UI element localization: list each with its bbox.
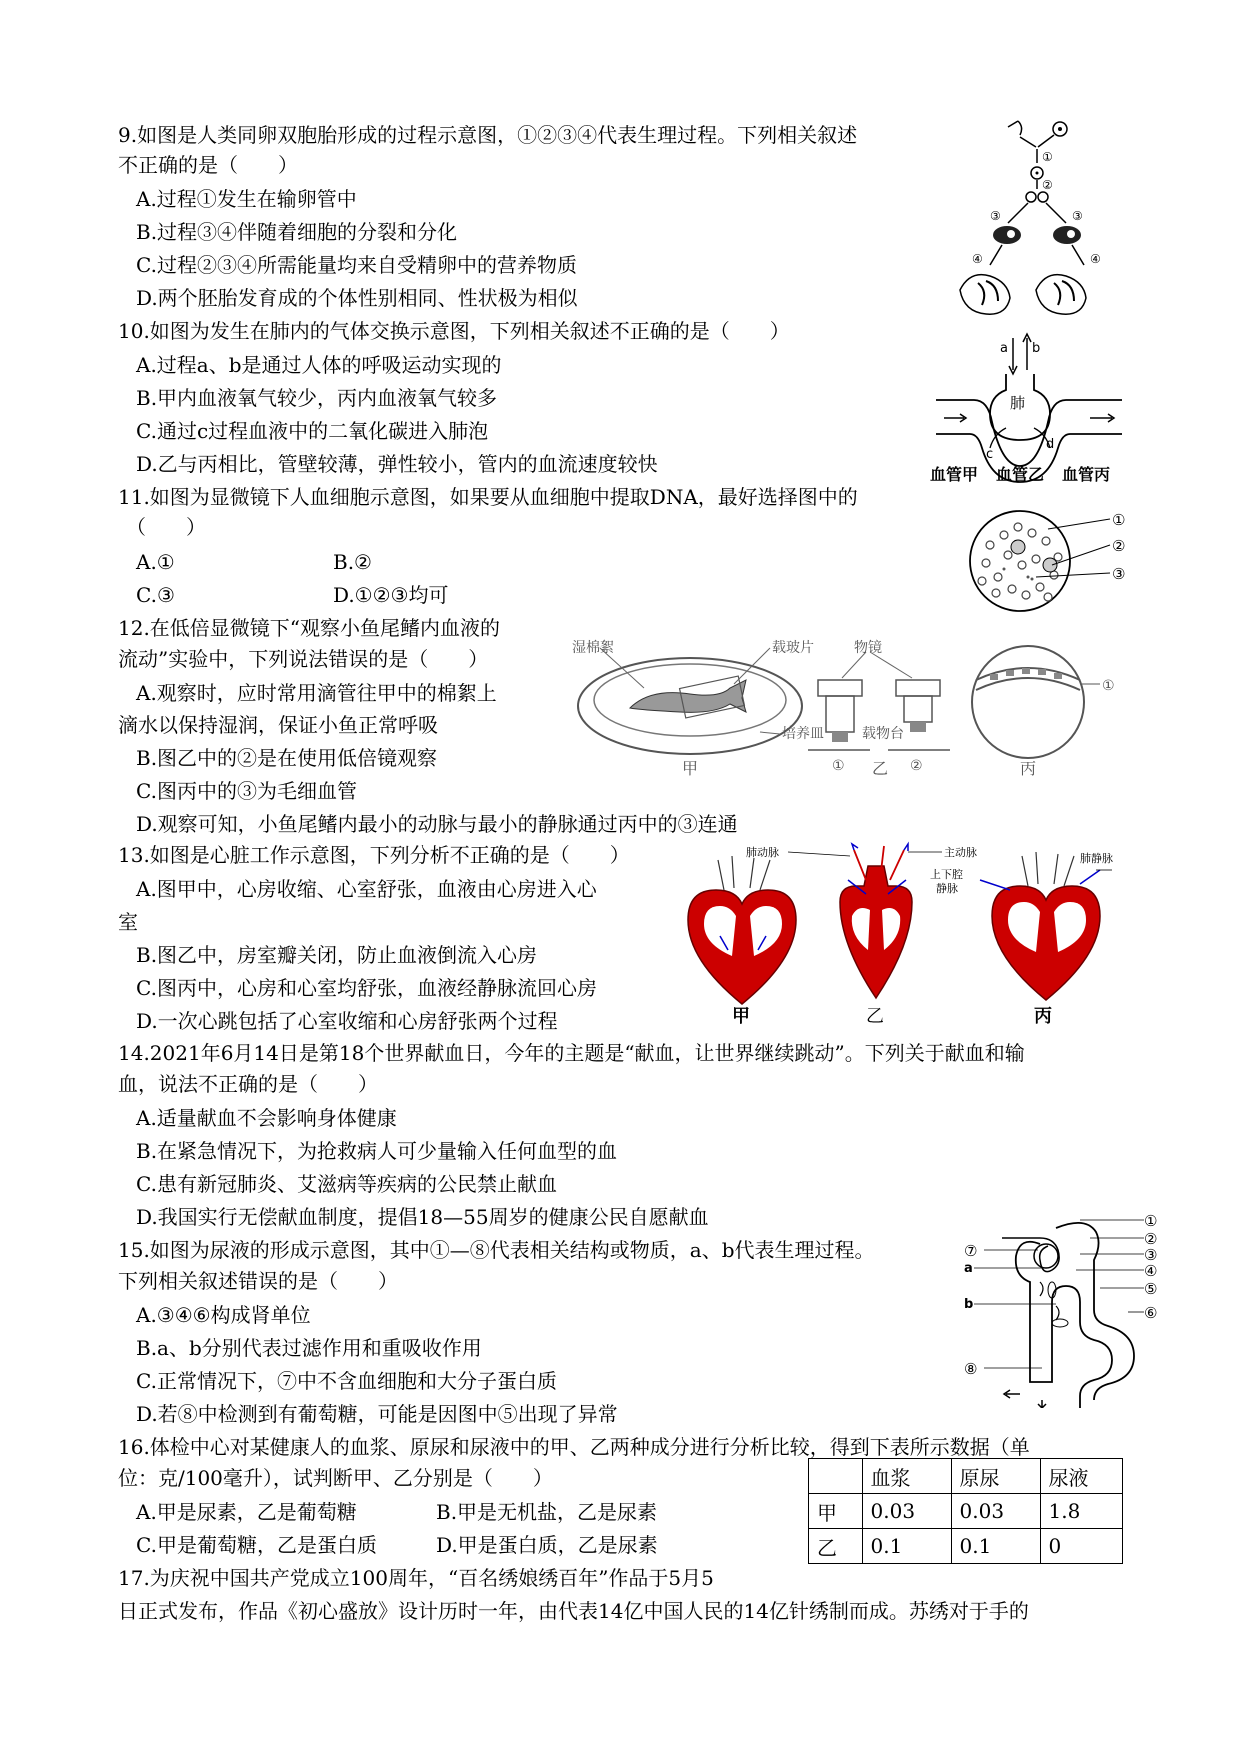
q15-option-b: B.a、b分别代表过滤作用和重吸收作用 bbox=[136, 1336, 482, 1360]
q9-option-b: B.过程③④伴随着细胞的分裂和分化 bbox=[136, 220, 458, 244]
q12-fig-dish: 培养皿 bbox=[782, 726, 824, 742]
q12-option-b: B.图乙中的②是在使用低倍镜观察 bbox=[136, 746, 438, 770]
q14-option-c: C.患有新冠肺炎、艾滋病等疾病的公民禁止献血 bbox=[136, 1172, 557, 1196]
q13-fig-label-jia: 甲 bbox=[732, 1006, 750, 1025]
q10-fig-vessel-yi: 血管乙 bbox=[996, 465, 1045, 484]
table-cell: 0 bbox=[1040, 1529, 1122, 1564]
q15-nephron-figure bbox=[960, 1208, 1160, 1408]
q14-option-a: A.适量献血不会影响身体健康 bbox=[136, 1106, 397, 1130]
q10-option-d: D.乙与丙相比，管壁较薄，弹性较小，管内的血流速度较快 bbox=[136, 452, 658, 476]
q15-fig-a: a bbox=[964, 1261, 973, 1276]
q15-fig-n7: ⑦ bbox=[964, 1242, 978, 1260]
q9-fig-mark2: ② bbox=[1042, 178, 1053, 192]
q9-fig-mark1: ① bbox=[1042, 150, 1053, 164]
q15-fig-n1: ① bbox=[1144, 1212, 1158, 1230]
q13-fig-label-bing: 丙 bbox=[1034, 1006, 1052, 1025]
table-cell: 0.03 bbox=[951, 1494, 1040, 1529]
q13-option-b: B.图乙中，房室瓣关闭，防止血液倒流入心房 bbox=[136, 943, 538, 967]
q17-line2: 日正式发布，作品《初心盛放》设计历时一年，由代表14亿中国人民的14亿针绣制而成。苏绣对于手的 bbox=[118, 1599, 1029, 1623]
q12-fig-yi-mark1: ① bbox=[832, 758, 845, 774]
q13-option-a-line2: 室 bbox=[118, 910, 138, 934]
table-header-row bbox=[809, 1459, 1123, 1494]
q9-option-c: C.过程②③④所需能量均来自受精卵中的营养物质 bbox=[136, 253, 577, 277]
q12-fig-yi-mark2: ② bbox=[910, 758, 923, 774]
q17-line1: 17.为庆祝中国共产党成立100周年，“百名绣娘绣百年”作品于5月5 bbox=[118, 1566, 714, 1590]
q9-option-a: A.过程①发生在输卵管中 bbox=[136, 187, 357, 211]
q15-option-c: C.正常情况下，⑦中不含血细胞和大分子蛋白质 bbox=[136, 1369, 557, 1393]
q12-fig-bing-mark1: ① bbox=[1102, 678, 1115, 694]
q11-fig-mark3: ③ bbox=[1112, 565, 1126, 583]
q12-fig-label-yi: 乙 bbox=[872, 759, 889, 778]
q10-fig-label-a: a bbox=[1000, 341, 1008, 356]
q13-heart-work-figure bbox=[680, 840, 1120, 1025]
q16-option-d: D.甲是蛋白质，乙是尿素 bbox=[436, 1533, 658, 1557]
q16-stem-line2: 位：克/100毫升），试判断甲、乙分别是（ ） bbox=[118, 1466, 553, 1490]
q12-fig-label-bing: 丙 bbox=[1020, 759, 1037, 778]
table-cell: 1.8 bbox=[1040, 1494, 1122, 1529]
q9-stem-line1: 9.如图是人类同卵双胞胎形成的过程示意图，①②③④代表生理过程。下列相关叙述 bbox=[118, 123, 858, 147]
q9-option-d: D.两个胚胎发育成的个体性别相同、性状极为相似 bbox=[136, 286, 578, 310]
q15-option-d: D.若⑧中检测到有葡萄糖，可能是因图中⑤出现了异常 bbox=[136, 1402, 618, 1426]
q13-fig-pulmonary-vein: 肺静脉 bbox=[1080, 852, 1113, 865]
q15-fig-n8: ⑧ bbox=[964, 1360, 978, 1378]
table-header-cell: 原尿 bbox=[951, 1459, 1040, 1494]
q15-fig-n3: ③ bbox=[1144, 1246, 1158, 1264]
q14-option-d: D.我国实行无偿献血制度，提倡18—55周岁的健康公民自愿献血 bbox=[136, 1205, 709, 1229]
q9-fig-mark3-right: ③ bbox=[1072, 209, 1083, 223]
q12-option-d: D.观察可知，小鱼尾鳍内最小的动脉与最小的静脉通过丙中的③连通 bbox=[136, 812, 738, 836]
q15-stem-line2: 下列相关叙述错误的是（ ） bbox=[118, 1269, 398, 1293]
table-row bbox=[809, 1529, 1123, 1564]
q12-stem-line2: 流动”实验中，下列说法错误的是（ ） bbox=[118, 647, 489, 671]
table-row bbox=[809, 1494, 1123, 1529]
q11-stem: 11.如图为显微镜下人血细胞示意图，如果要从血细胞中提取DNA，最好选择图中的 bbox=[118, 485, 858, 509]
q10-fig-label-d: d bbox=[1046, 437, 1055, 452]
table-cell: 乙 bbox=[809, 1529, 863, 1564]
q11-fig-mark1: ① bbox=[1112, 511, 1126, 529]
q16-option-a: A.甲是尿素，乙是葡萄糖 bbox=[136, 1500, 357, 1524]
q13-option-d: D.一次心跳包括了心室收缩和心房舒张两个过程 bbox=[136, 1009, 558, 1033]
q11-paren: （ ） bbox=[126, 515, 206, 539]
q15-fig-n6: ⑥ bbox=[1144, 1304, 1158, 1322]
table-cell: 0.1 bbox=[862, 1529, 951, 1564]
q10-stem: 10.如图为发生在肺内的气体交换示意图，下列相关叙述不正确的是（ ） bbox=[118, 319, 790, 343]
q13-fig-aorta: 主动脉 bbox=[944, 846, 977, 859]
q15-fig-b: b bbox=[964, 1297, 974, 1312]
q16-data-table bbox=[808, 1458, 1123, 1564]
q14-option-b: B.在紧急情况下，为抢救病人可少量输入任何血型的血 bbox=[136, 1139, 618, 1163]
q9-fig-mark3-left: ③ bbox=[990, 209, 1001, 223]
q13-fig-vena-cava-1: 上下腔 bbox=[930, 868, 963, 881]
q10-fig-lung-label: 肺 bbox=[1010, 394, 1026, 412]
q15-fig-n4: ④ bbox=[1144, 1262, 1158, 1280]
q15-fig-n2: ② bbox=[1144, 1230, 1158, 1248]
q10-option-b: B.甲内血液氧气较少，丙内血液氧气较多 bbox=[136, 386, 498, 410]
q11-blood-cell-figure bbox=[960, 505, 1150, 615]
q12-option-a-line2: 滴水以保持湿润，保证小鱼正常呼吸 bbox=[118, 713, 438, 737]
q15-fig-n5: ⑤ bbox=[1144, 1280, 1158, 1298]
table-header-cell: 血浆 bbox=[862, 1459, 951, 1494]
q15-stem-line1: 15.如图为尿液的形成示意图，其中①—⑧代表相关结构或物质，a、b代表生理过程。 bbox=[118, 1238, 875, 1262]
q13-fig-pulmonary-artery: 肺动脉 bbox=[746, 846, 779, 859]
q12-fig-cotton: 湿棉絮 bbox=[572, 640, 614, 656]
q10-fig-label-b: b bbox=[1032, 341, 1041, 356]
q14-stem-line1: 14.2021年6月14日是第18个世界献血日，今年的主题是“献血，让世界继续跳动”。下列关于献血和输 bbox=[118, 1041, 1025, 1065]
q9-fig-mark4-right: ④ bbox=[1090, 252, 1101, 266]
q10-fig-label-c: c bbox=[986, 447, 994, 462]
q9-stem-line2: 不正确的是（ ） bbox=[118, 153, 298, 177]
q12-option-a-line1: A.观察时，应时常用滴管往甲中的棉絮上 bbox=[136, 681, 497, 705]
table-cell: 甲 bbox=[809, 1494, 863, 1529]
q11-option-d: D.①②③均可 bbox=[333, 583, 449, 607]
q13-option-a-line1: A.图甲中，心房收缩、心室舒张，血液由心房进入心 bbox=[136, 877, 597, 901]
table-cell: 0.1 bbox=[951, 1529, 1040, 1564]
q11-option-a: A.① bbox=[136, 550, 175, 574]
q12-option-c: C.图丙中的③为毛细血管 bbox=[136, 779, 357, 803]
q11-option-c: C.③ bbox=[136, 583, 175, 607]
q12-fig-stage: 载物台 bbox=[862, 726, 904, 742]
q11-option-b: B.② bbox=[333, 550, 372, 574]
q16-option-b: B.甲是无机盐，乙是尿素 bbox=[436, 1500, 658, 1524]
q10-fig-vessel-bing: 血管丙 bbox=[1062, 465, 1111, 484]
q12-fig-objective: 物镜 bbox=[854, 640, 882, 656]
q16-option-c: C.甲是葡萄糖，乙是蛋白质 bbox=[136, 1533, 377, 1557]
q13-option-c: C.图丙中，心房和心室均舒张，血液经静脉流回心房 bbox=[136, 976, 597, 1000]
q16-stem-line1: 16.体检中心对某健康人的血浆、原尿和尿液中的甲、乙两种成分进行分析比较，得到下表所示数据（单 bbox=[118, 1435, 1030, 1459]
q13-fig-label-yi: 乙 bbox=[866, 1006, 884, 1025]
q10-option-a: A.过程a、b是通过人体的呼吸运动实现的 bbox=[136, 353, 502, 377]
table-cell: 0.03 bbox=[862, 1494, 951, 1529]
q10-fig-vessel-jia: 血管甲 bbox=[930, 465, 979, 484]
table-header-cell: 尿液 bbox=[1040, 1459, 1122, 1494]
q12-stem-line1: 12.在低倍显微镜下“观察小鱼尾鳍内血液的 bbox=[118, 616, 501, 640]
q13-fig-vena-cava-2: 静脉 bbox=[936, 882, 958, 895]
q14-stem-line2: 血，说法不正确的是（ ） bbox=[118, 1072, 378, 1096]
q12-fish-tail-experiment-figure bbox=[570, 638, 1125, 780]
q12-fig-label-jia: 甲 bbox=[682, 759, 699, 778]
q11-fig-mark2: ② bbox=[1112, 537, 1126, 555]
q15-option-a: A.③④⑥构成肾单位 bbox=[136, 1303, 311, 1327]
table-header-cell bbox=[809, 1459, 863, 1494]
q10-option-c: C.通过c过程血液中的二氧化碳进入肺泡 bbox=[136, 419, 489, 443]
q9-fig-mark4-left: ④ bbox=[972, 252, 983, 266]
q12-fig-slide: 载玻片 bbox=[772, 640, 814, 656]
q13-stem: 13.如图是心脏工作示意图，下列分析不正确的是（ ） bbox=[118, 843, 630, 867]
q9-twin-formation-figure bbox=[950, 115, 1130, 330]
